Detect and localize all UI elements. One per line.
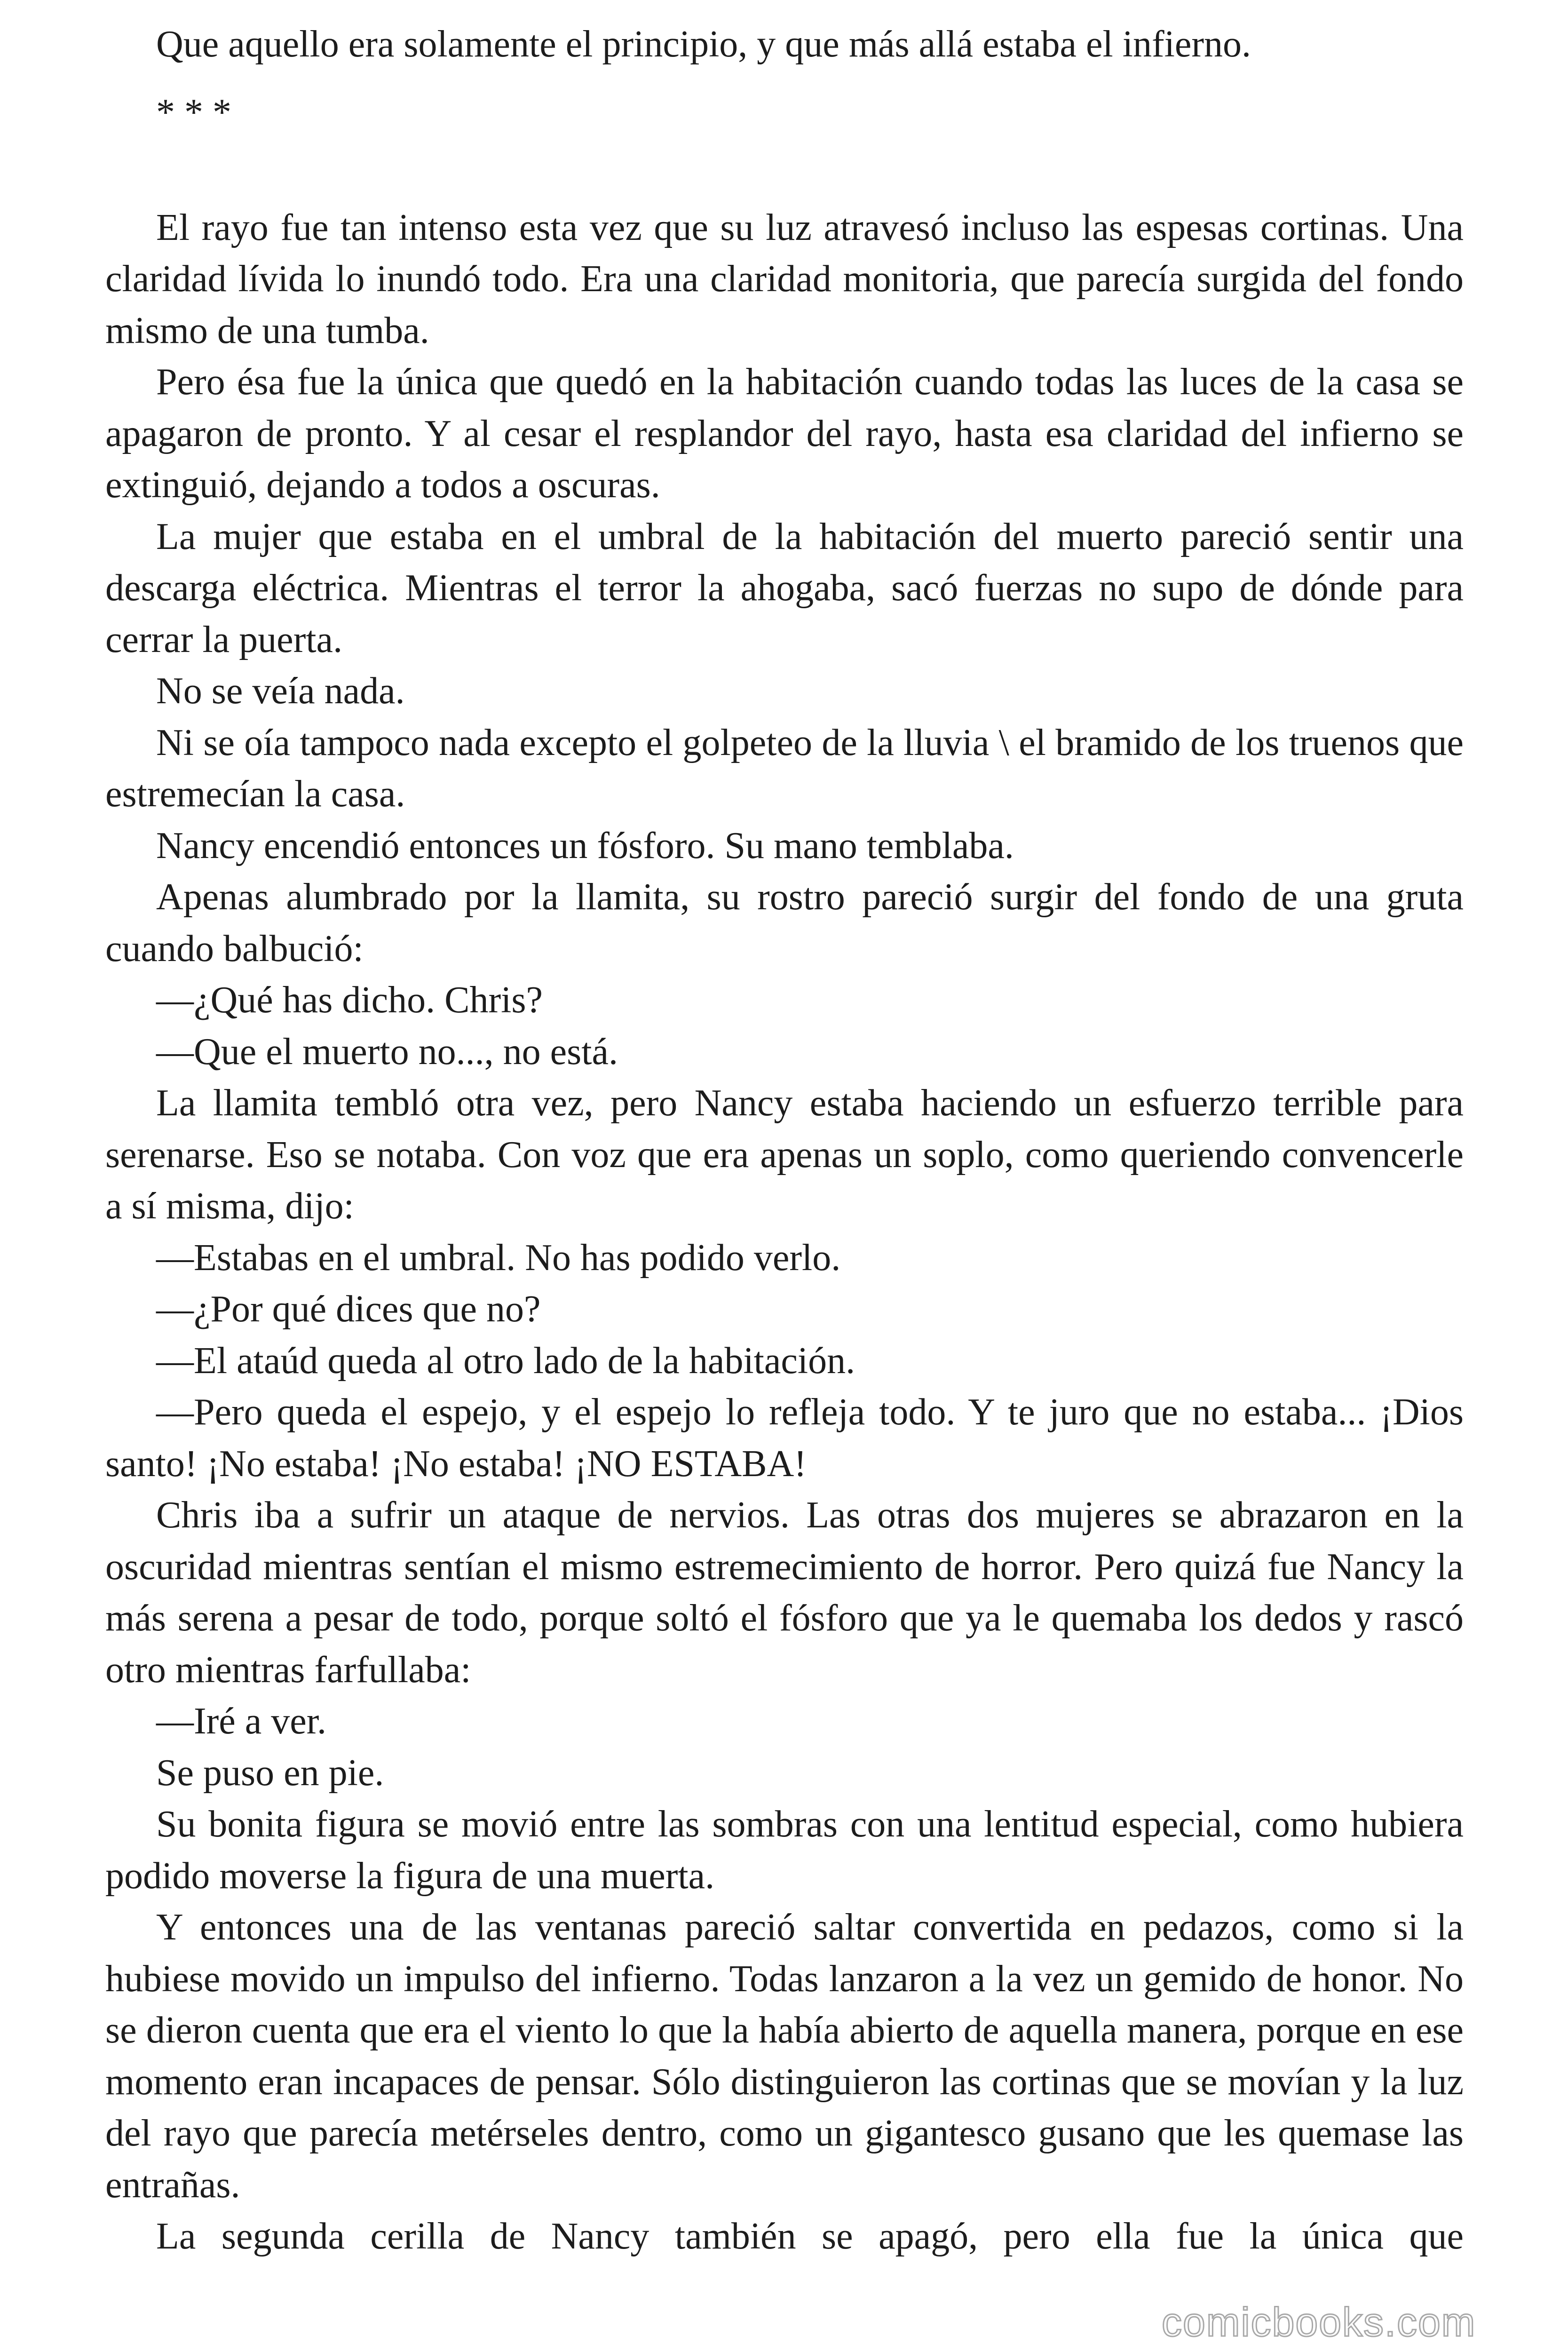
paragraph: Se puso en pie. — [156, 1752, 384, 1794]
paragraph: Su bonita figura se movió entre las sombras con una lentitud especial, como hubiera podido moverse la figura de una muerta. — [105, 1804, 1464, 1897]
paragraph: Pero ésa fue la única que quedó en la habitación cuando todas las luces de la casa se apagaron de pronto. Y al cesar el resplandor del rayo, hasta esa claridad del infierno se extinguió, dejando a todos a oscuras. — [105, 361, 1464, 506]
dialogue-line: —Que el muerto no..., no está. — [156, 1031, 618, 1073]
paragraph: La mujer que estaba en el umbral de la habitación del muerto pareció sentir una descarga eléctrica. Mientras el terror la ahogaba, sacó fuerzas no supo de dónde para cerrar la puerta. — [105, 516, 1464, 660]
paragraph: Nancy encendió entonces un fósforo. Su mano temblaba. — [156, 825, 1014, 866]
paragraph: Ni se oía tampoco nada excepto el golpeteo de la lluvia \ el bramido de los truenos que estremecían la casa. — [105, 722, 1464, 815]
paragraph: Chris iba a sufrir un ataque de nervios. Las otras dos mujeres se abrazaron en la oscuridad mientras sentían el mismo estremecimiento de horror. Pero quizá fue Nancy la más serena a pesar de todo, porque soltó el fósforo que ya le quemaba los dedos y rascó otro mientras farfullaba: — [105, 1494, 1464, 1691]
paragraph: Y entonces una de las ventanas pareció saltar convertida en pedazos, como si la hubiese movido un impulso del infierno. Todas lanzaron a la vez un gemido de honor. No se dieron cuenta que era el viento lo que la había abierto de aquella manera, porque en ese momento eran incapaces de pensar. Sólo distinguieron las cortinas que se movían y la luz del rayo que parecía metérseles dentro, como un gigantesco gusano que les quemase las entrañas. — [105, 1907, 1464, 2206]
dialogue-line: —Iré a ver. — [156, 1700, 327, 1742]
paragraph: La segunda cerilla de Nancy también se apagó, pero ella fue la única que — [156, 2216, 1464, 2257]
opening-line: Que aquello era solamente el principio, y que más allá estaba el infierno. — [156, 24, 1251, 65]
dialogue-line: —El ataúd queda al otro lado de la habitación. — [156, 1340, 855, 1382]
dialogue-line: —Pero queda el espejo, y el espejo lo refleja todo. Y te juro que no estaba... ¡Dios santo! ¡No estaba! ¡No estaba! ¡NO ESTABA! — [105, 1391, 1464, 1485]
page-text — [105, 19, 1464, 2263]
paragraph: La llamita tembló otra vez, pero Nancy estaba haciendo un esfuerzo terrible para serenarse. Eso se notaba. Con voz que era apenas un soplo, como queriendo convencerle a sí misma, dijo: — [105, 1082, 1464, 1227]
paragraph: Apenas alumbrado por la llamita, su rostro pareció surgir del fondo de una gruta cuando balbució: — [105, 876, 1464, 969]
dialogue-line: —¿Por qué dices que no? — [156, 1288, 541, 1330]
paragraph: El rayo fue tan intenso esta vez que su luz atravesó incluso las espesas cortinas. Una claridad lívida lo inundó todo. Era una claridad monitoria, que parecía surgida del fondo mismo de una tumba. — [105, 207, 1464, 351]
paragraph: No se veía nada. — [156, 670, 405, 712]
watermark: comicbooks.com — [1162, 2300, 1476, 2345]
dialogue-line: —Estabas en el umbral. No has podido verlo. — [156, 1237, 841, 1279]
dialogue-line: —¿Qué has dicho. Chris? — [156, 979, 543, 1021]
section-separator: * * * — [156, 91, 231, 133]
